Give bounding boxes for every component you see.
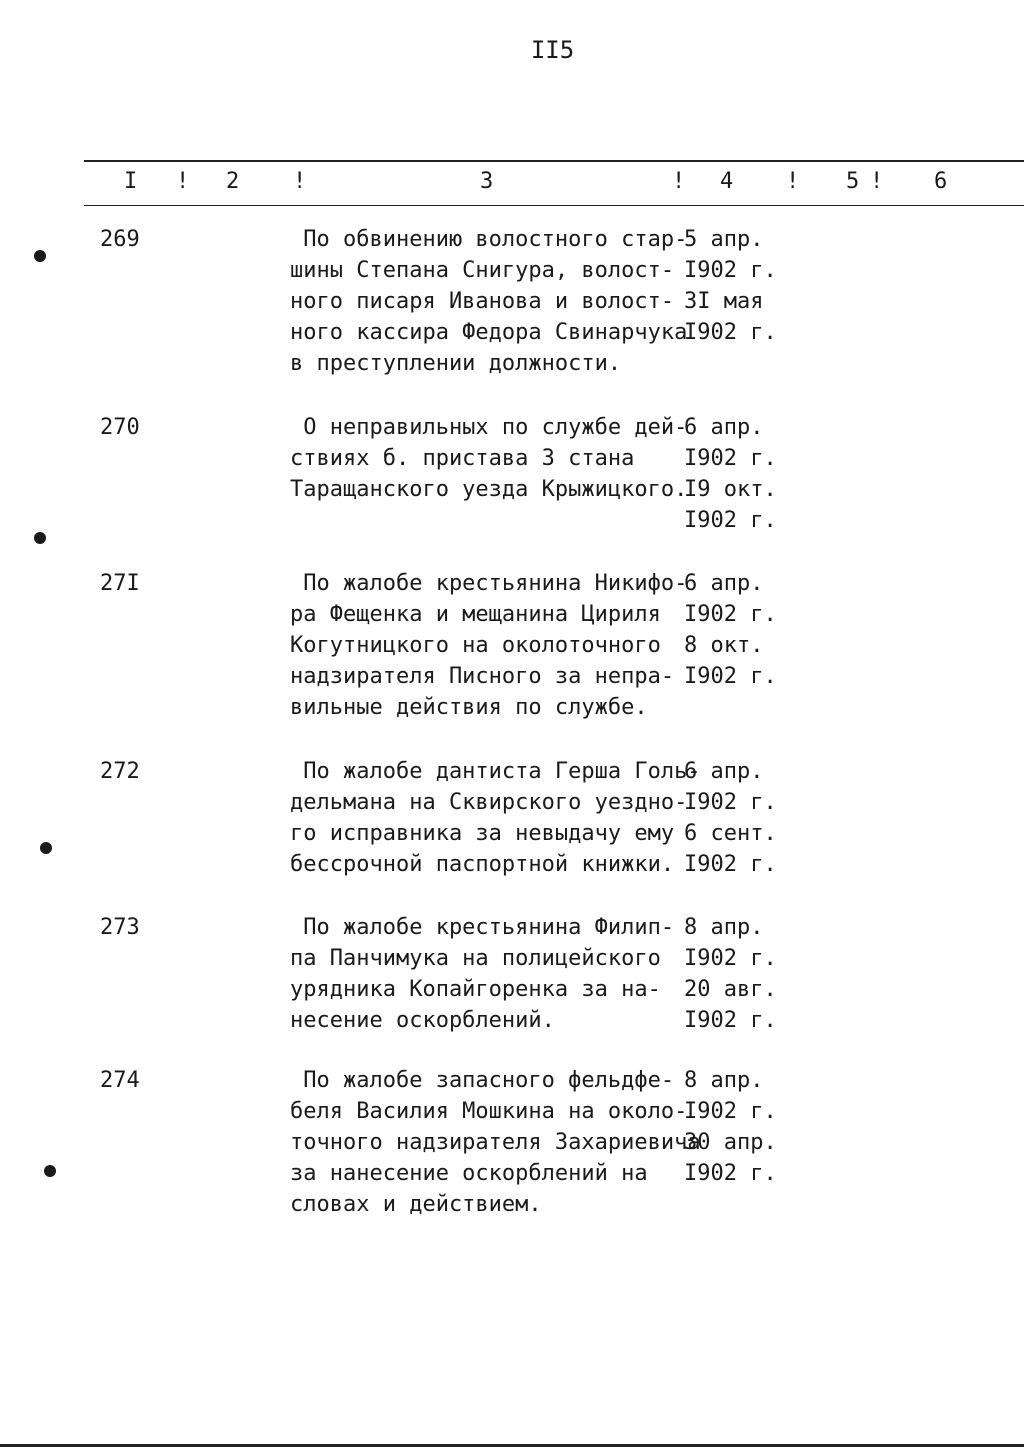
column-separator: ! [786, 169, 800, 194]
page-bottom-edge [0, 1444, 1024, 1447]
punch-hole-mark [34, 250, 46, 262]
column-separator: ! [176, 169, 190, 194]
case-dates: 8 апр. I902 г. 20 авг. I902 г. [684, 915, 777, 1033]
punch-hole-mark [44, 1165, 56, 1177]
case-description: По жалобе дантиста Герша Голь- дельмана на Сквирского уездно- го исправника за невыдачу ему бессрочной паспортной книжки. [290, 759, 701, 877]
page-number: II5 [530, 36, 575, 64]
case-description: О неправильных по службе дей- ствиях б. пристава 3 стана Таращанского уезда Крыжицкого. [290, 415, 688, 502]
column-header-2: 2 [226, 169, 240, 194]
column-header-1: I [124, 169, 138, 194]
case-number: 273 [100, 915, 140, 940]
case-number: 269 [100, 227, 140, 252]
punch-hole-mark [40, 842, 52, 854]
column-separator: ! [672, 169, 686, 194]
column-separator: ! [870, 169, 884, 194]
case-description: По жалобе крестьянина Филип- па Панчимука на полицейского урядника Копайгоренка за на- несение оскорблений. [290, 915, 675, 1033]
table-header-rule [84, 205, 1024, 206]
case-description: По жалобе запасного фельдфе- беля Василия Мошкина на около- точного надзирателя Захариевича за нанесение оскорблений на словах и действием. [290, 1068, 701, 1217]
case-dates: 5 апр. I902 г. 3I мая I902 г. [684, 227, 777, 345]
case-number: 272 [100, 759, 140, 784]
column-header-3: 3 [480, 169, 494, 194]
case-dates: 6 апр. I902 г. I9 окт. I902 г. [684, 415, 777, 533]
case-number: 27I [100, 571, 140, 596]
case-dates: 6 апр. I902 г. 8 окт. I902 г. [684, 571, 777, 689]
punch-hole-mark [34, 532, 46, 544]
case-number: 274 [100, 1068, 140, 1093]
case-description: По жалобе крестьянина Никифо- ра Фещенка и мещанина Цириля Когутницкого на околоточного надзирателя Писного за непра- вильные действия по службе. [290, 571, 688, 720]
column-header-5: 5 [846, 169, 860, 194]
case-dates: 6 апр. I902 г. 6 сент. I902 г. [684, 759, 777, 877]
column-separator: ! [293, 169, 307, 194]
case-description: По обвинению волостного стар- шины Степана Снигура, волост- ного писаря Иванова и волост- ного кассира Федора Свинарчука в преступлении должности. [290, 227, 688, 376]
case-number: 270 [100, 415, 140, 440]
table-top-rule [84, 160, 1024, 162]
column-header-6: 6 [934, 169, 948, 194]
case-dates: 8 апр. I902 г. 30 апр. I902 г. [684, 1068, 777, 1186]
column-header-4: 4 [720, 169, 734, 194]
